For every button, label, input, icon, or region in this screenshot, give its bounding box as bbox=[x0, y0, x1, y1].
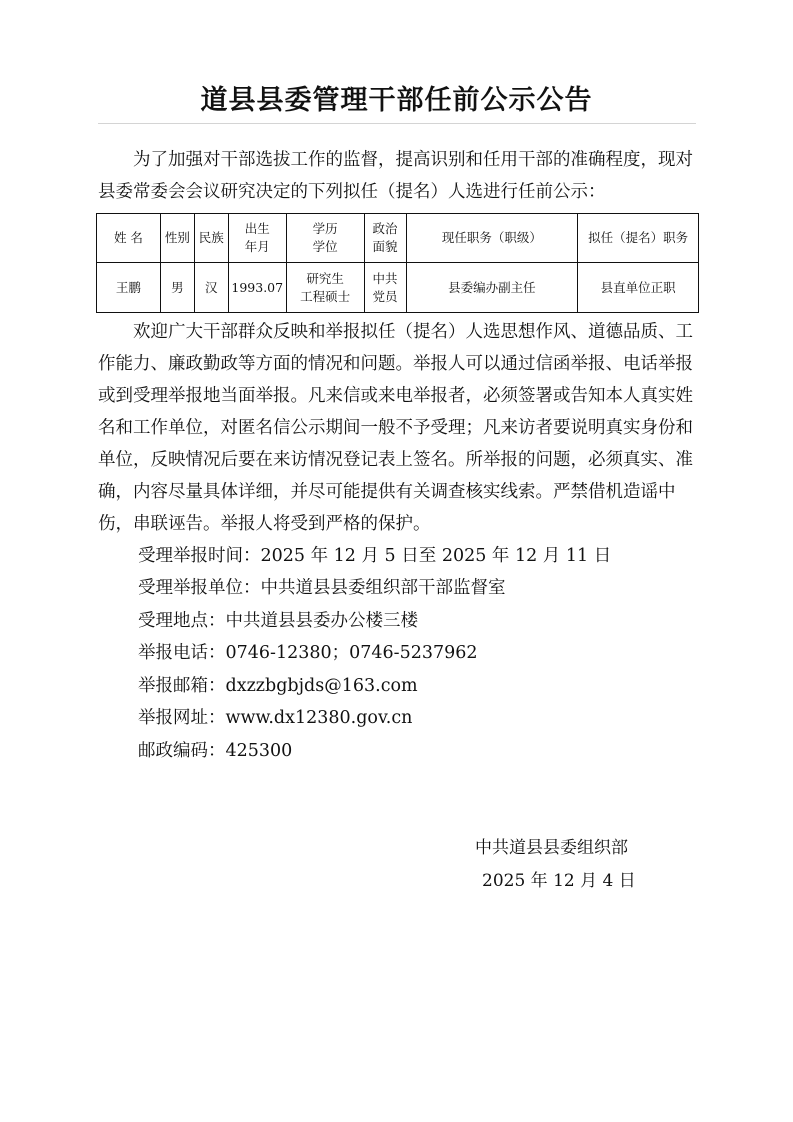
header-education: 学历 学位 bbox=[286, 214, 364, 263]
intro-paragraph bbox=[98, 144, 698, 208]
header-political: 政治 面貌 bbox=[364, 214, 406, 263]
header-current-position: 现任职务（职级） bbox=[406, 214, 578, 263]
info-line-postcode: 邮政编码：425300 bbox=[138, 741, 293, 761]
cell-proposed-position: 县直单位正职 bbox=[578, 263, 699, 313]
cell-birth: 1993.07 bbox=[228, 263, 286, 313]
table-row bbox=[97, 263, 699, 313]
page-title: 道县县委管理干部任前公示公告 bbox=[200, 85, 593, 116]
info-line-phone: 举报电话：0746-12380；0746-5237962 bbox=[138, 643, 478, 663]
signature-org: 中共道县县委组织部 bbox=[475, 838, 628, 858]
info-line-location: 受理地点：中共道县县委办公楼三楼 bbox=[138, 611, 418, 631]
table-header-row bbox=[97, 214, 699, 263]
intro-text: 为了加强对干部选拔工作的监督，提高识别和任用干部的准确程度，现对县委常委会会议研究决定的下列拟任（提名）人选进行任前公示： bbox=[98, 150, 693, 202]
info-line-time: 受理举报时间：2025 年 12 月 5 日至 2025 年 12 月 11 日 bbox=[138, 546, 612, 566]
cell-name: 王鹏 bbox=[97, 263, 161, 313]
info-line-unit: 受理举报单位：中共道县县委组织部干部监督室 bbox=[138, 578, 506, 598]
title-divider bbox=[98, 123, 696, 124]
body-text: 欢迎广大干部群众反映和举报拟任（提名）人选思想作风、道德品质、工作能力、廉政勤政等方面的情况和问题。举报人可以通过信函举报、电话举报或到受理举报地当面举报。凡来信或来电举报者，必须签署或告知本人真实姓名和工作单位，对匿名信公示期间一般不予受理；凡来访者要说明真实身份和单位，反映情况后要在来访情况登记表上签名。所举报的问题，必须真实、准确，内容尽量具体详细，并尽可能提供有关调查核实线索。严禁借机造谣中伤，串联诬告。举报人将受到严格的保护。 bbox=[98, 322, 693, 534]
cell-political: 中共 党员 bbox=[364, 263, 406, 313]
header-birth: 出生 年月 bbox=[228, 214, 286, 263]
cell-education: 研究生 工程硕士 bbox=[286, 263, 364, 313]
candidate-table bbox=[96, 213, 699, 313]
info-line-email: 举报邮箱：dxzzbgbjds@163.com bbox=[138, 676, 418, 696]
header-gender: 性别 bbox=[160, 214, 194, 263]
signature-date: 2025 年 12 月 4 日 bbox=[482, 871, 636, 891]
cell-ethnicity: 汉 bbox=[194, 263, 228, 313]
header-ethnicity: 民族 bbox=[194, 214, 228, 263]
cell-current-position: 县委编办副主任 bbox=[406, 263, 578, 313]
body-paragraph bbox=[98, 316, 698, 540]
header-name: 姓 名 bbox=[97, 214, 161, 263]
header-proposed-position: 拟任（提名）职务 bbox=[578, 214, 699, 263]
info-line-website: 举报网址：www.dx12380.gov.cn bbox=[138, 708, 413, 728]
cell-gender: 男 bbox=[160, 263, 194, 313]
